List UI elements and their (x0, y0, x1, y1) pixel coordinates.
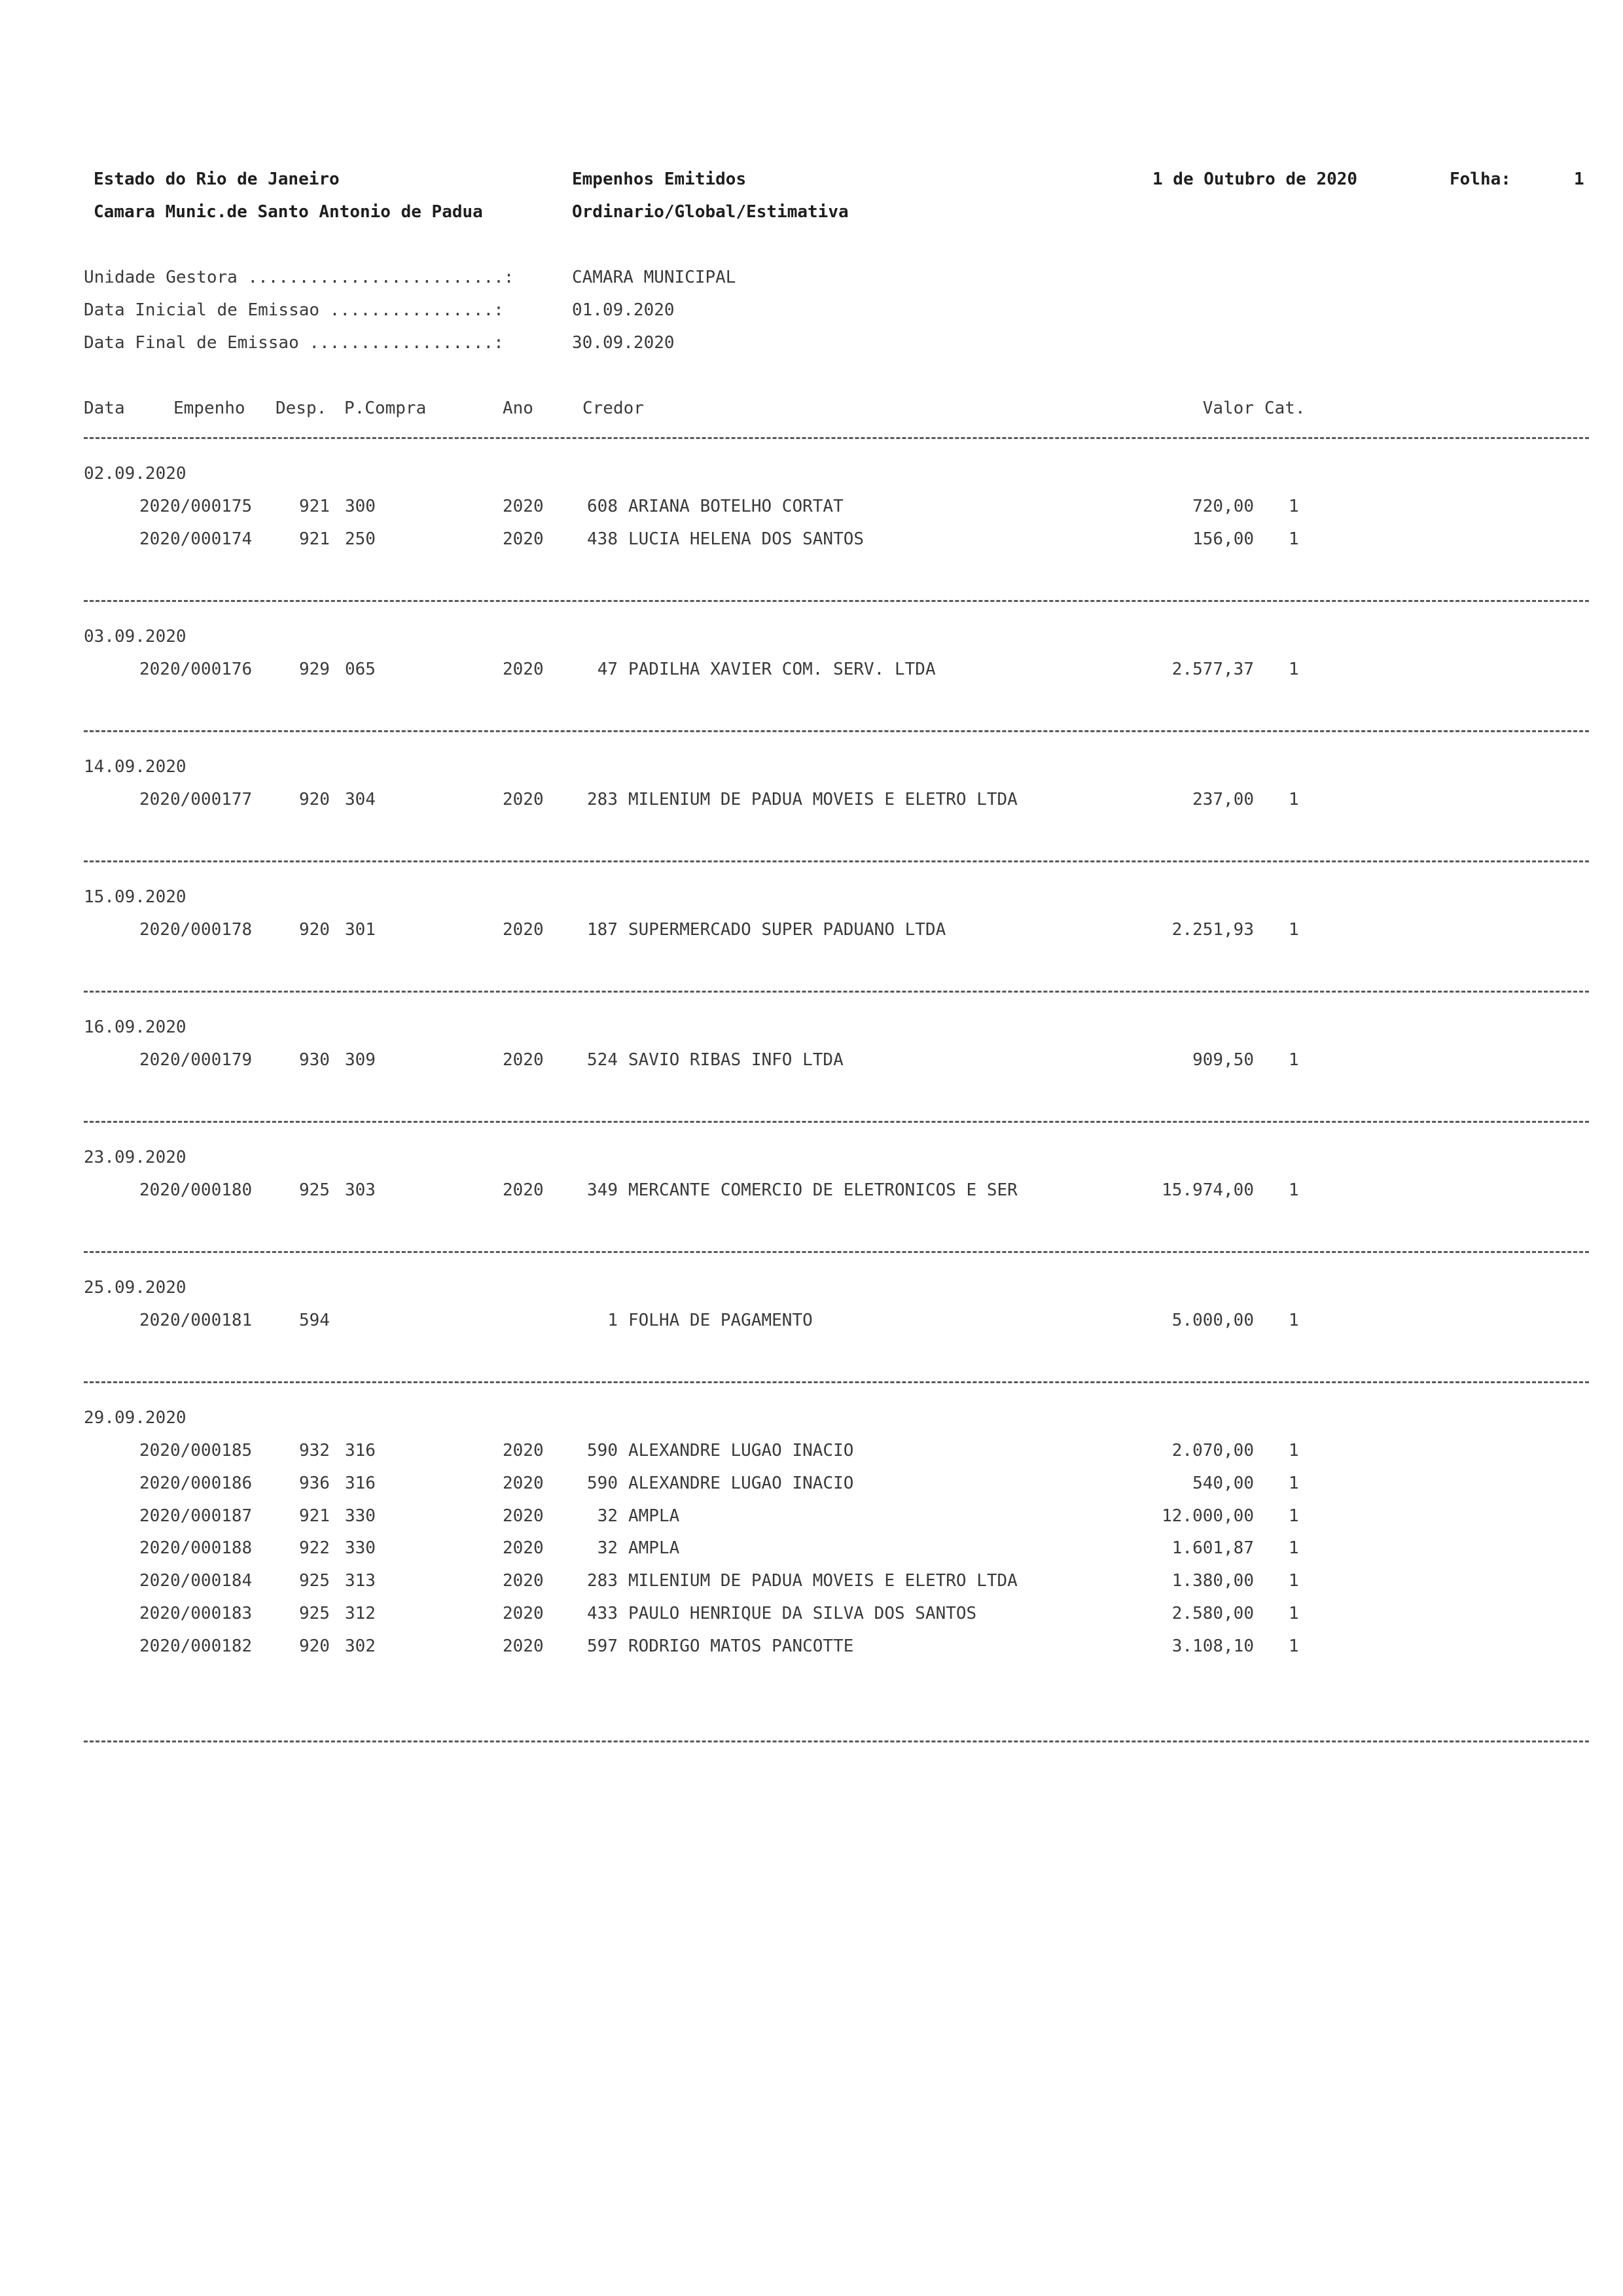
row-valor: 1.601,87 (1171, 1538, 1254, 1558)
row-valor: 2.070,00 (1171, 1441, 1254, 1460)
separator-line (84, 1381, 1589, 1383)
row-desp: 921 (299, 529, 330, 549)
row-cat: 1 (1289, 1441, 1299, 1460)
filter-data-inicial-value: 01.09.2020 (572, 300, 675, 320)
row-pcompra: 065 (345, 660, 376, 679)
group-date: 23.09.2020 (84, 1148, 187, 1167)
row-valor: 237,00 (1192, 790, 1254, 809)
row-valor: 1.380,00 (1171, 1571, 1254, 1591)
row-cod: 590 (587, 1474, 618, 1493)
row-valor: 540,00 (1192, 1474, 1254, 1493)
row-ano: 2020 (503, 790, 544, 809)
row-ano: 2020 (503, 1604, 544, 1623)
row-empenho: 2020/000187 (139, 1506, 253, 1526)
col-data: Data (84, 398, 125, 418)
row-credor: LUCIA HELENA DOS SANTOS (628, 529, 865, 549)
state-name: Estado do Rio de Janeiro (94, 169, 340, 189)
row-cod: 524 (587, 1050, 618, 1070)
separator-line (84, 1740, 1589, 1742)
row-cat: 1 (1289, 1311, 1299, 1330)
report-subtitle: Ordinario/Global/Estimativa (572, 202, 849, 222)
row-cat: 1 (1289, 790, 1299, 809)
col-desp: Desp. (276, 398, 327, 418)
row-cat: 1 (1289, 529, 1299, 549)
row-empenho: 2020/000184 (139, 1571, 253, 1591)
row-pcompra: 312 (345, 1604, 376, 1623)
row-valor: 2.580,00 (1171, 1604, 1254, 1623)
row-pcompra: 316 (345, 1441, 376, 1460)
row-cod: 32 (597, 1538, 618, 1558)
row-credor: MILENIUM DE PADUA MOVEIS E ELETRO LTDA (628, 790, 1018, 809)
row-cat: 1 (1289, 1571, 1299, 1591)
separator-line (84, 991, 1589, 993)
row-desp: 921 (299, 497, 330, 516)
row-cod: 187 (587, 920, 618, 940)
row-desp: 932 (299, 1441, 330, 1460)
row-desp: 594 (299, 1311, 330, 1330)
row-cod: 283 (587, 790, 618, 809)
row-ano: 2020 (503, 1441, 544, 1460)
row-empenho: 2020/000188 (139, 1538, 253, 1558)
row-pcompra: 304 (345, 790, 376, 809)
row-cod: 47 (597, 660, 618, 679)
entity-name: Camara Munic.de Santo Antonio de Padua (94, 202, 483, 222)
row-cat: 1 (1289, 1604, 1299, 1623)
row-ano: 2020 (503, 529, 544, 549)
group-date: 15.09.2020 (84, 887, 187, 907)
row-pcompra: 316 (345, 1474, 376, 1493)
row-cod: 597 (587, 1636, 618, 1656)
group-date: 25.09.2020 (84, 1278, 187, 1298)
report-date: 1 de Outubro de 2020 (1152, 169, 1358, 189)
row-valor: 12.000,00 (1162, 1506, 1254, 1526)
row-cod: 438 (587, 529, 618, 549)
row-desp: 921 (299, 1506, 330, 1526)
separator-line (84, 437, 1589, 439)
row-valor: 15.974,00 (1162, 1180, 1254, 1200)
row-ano: 2020 (503, 1474, 544, 1493)
row-pcompra: 300 (345, 497, 376, 516)
row-empenho: 2020/000185 (139, 1441, 253, 1460)
row-desp: 930 (299, 1050, 330, 1070)
col-credor: Credor (582, 398, 644, 418)
row-valor: 909,50 (1192, 1050, 1254, 1070)
row-valor: 2.577,37 (1171, 660, 1254, 679)
row-pcompra: 309 (345, 1050, 376, 1070)
row-credor: PAULO HENRIQUE DA SILVA DOS SANTOS (628, 1604, 977, 1623)
row-cod: 1 (607, 1311, 618, 1330)
filter-data-final-label: Data Final de Emissao ..................: (84, 333, 504, 353)
row-credor: MILENIUM DE PADUA MOVEIS E ELETRO LTDA (628, 1571, 1018, 1591)
row-ano: 2020 (503, 920, 544, 940)
row-empenho: 2020/000176 (139, 660, 253, 679)
row-cat: 1 (1289, 920, 1299, 940)
row-empenho: 2020/000174 (139, 529, 253, 549)
row-credor: SAVIO RIBAS INFO LTDA (628, 1050, 844, 1070)
row-desp: 925 (299, 1571, 330, 1591)
row-desp: 929 (299, 660, 330, 679)
group-date: 14.09.2020 (84, 757, 187, 777)
row-ano: 2020 (503, 1180, 544, 1200)
row-cod: 32 (597, 1506, 618, 1526)
report-title: Empenhos Emitidos (572, 169, 747, 189)
row-pcompra: 302 (345, 1636, 376, 1656)
row-credor: RODRIGO MATOS PANCOTTE (628, 1636, 854, 1656)
row-valor: 5.000,00 (1171, 1311, 1254, 1330)
col-empenho: Empenho (173, 398, 245, 418)
row-empenho: 2020/000179 (139, 1050, 253, 1070)
row-cat: 1 (1289, 1538, 1299, 1558)
row-desp: 936 (299, 1474, 330, 1493)
group-date: 03.09.2020 (84, 627, 187, 646)
group-date: 29.09.2020 (84, 1408, 187, 1428)
row-cod: 590 (587, 1441, 618, 1460)
row-credor: PADILHA XAVIER COM. SERV. LTDA (628, 660, 936, 679)
row-cat: 1 (1289, 1050, 1299, 1070)
row-cat: 1 (1289, 1180, 1299, 1200)
separator-line (84, 860, 1589, 862)
col-ano: Ano (503, 398, 533, 418)
row-ano: 2020 (503, 1571, 544, 1591)
row-desp: 925 (299, 1180, 330, 1200)
group-date: 02.09.2020 (84, 464, 187, 484)
row-ano: 2020 (503, 660, 544, 679)
sheet-number: 1 (1574, 169, 1584, 189)
row-pcompra: 330 (345, 1538, 376, 1558)
row-pcompra: 313 (345, 1571, 376, 1591)
row-valor: 3.108,10 (1171, 1636, 1254, 1656)
row-valor: 156,00 (1192, 529, 1254, 549)
row-ano: 2020 (503, 1636, 544, 1656)
row-credor: ARIANA BOTELHO CORTAT (628, 497, 844, 516)
row-pcompra: 303 (345, 1180, 376, 1200)
row-ano: 2020 (503, 497, 544, 516)
row-desp: 920 (299, 1636, 330, 1656)
separator-line (84, 730, 1589, 732)
row-desp: 920 (299, 790, 330, 809)
sheet-label: Folha: (1450, 169, 1511, 189)
row-pcompra: 250 (345, 529, 376, 549)
row-ano: 2020 (503, 1050, 544, 1070)
row-credor: FOLHA DE PAGAMENTO (628, 1311, 813, 1330)
filter-unidade-label: Unidade Gestora .........................: (84, 268, 514, 287)
separator-line (84, 600, 1589, 602)
row-valor: 2.251,93 (1171, 920, 1254, 940)
row-cat: 1 (1289, 1506, 1299, 1526)
separator-line (84, 1251, 1589, 1253)
row-ano: 2020 (503, 1538, 544, 1558)
row-pcompra: 301 (345, 920, 376, 940)
filter-data-inicial-label: Data Inicial de Emissao ................: (84, 300, 504, 320)
row-credor: MERCANTE COMERCIO DE ELETRONICOS E SER (628, 1180, 1018, 1200)
row-desp: 922 (299, 1538, 330, 1558)
row-pcompra: 330 (345, 1506, 376, 1526)
col-cat: Cat. (1264, 398, 1306, 418)
group-date: 16.09.2020 (84, 1017, 187, 1037)
row-empenho: 2020/000177 (139, 790, 253, 809)
row-empenho: 2020/000180 (139, 1180, 253, 1200)
row-credor: ALEXANDRE LUGAO INACIO (628, 1474, 854, 1493)
separator-line (84, 1121, 1589, 1123)
row-empenho: 2020/000186 (139, 1474, 253, 1493)
row-valor: 720,00 (1192, 497, 1254, 516)
filter-data-final-value: 30.09.2020 (572, 333, 675, 353)
row-credor: SUPERMERCADO SUPER PADUANO LTDA (628, 920, 946, 940)
col-valor: Valor (1202, 398, 1254, 418)
row-ano: 2020 (503, 1506, 544, 1526)
row-empenho: 2020/000182 (139, 1636, 253, 1656)
col-pcompra: P.Compra (344, 398, 427, 418)
row-empenho: 2020/000175 (139, 497, 253, 516)
row-credor: ALEXANDRE LUGAO INACIO (628, 1441, 854, 1460)
row-desp: 925 (299, 1604, 330, 1623)
row-empenho: 2020/000178 (139, 920, 253, 940)
row-cat: 1 (1289, 1636, 1299, 1656)
row-credor: AMPLA (628, 1506, 680, 1526)
row-credor: AMPLA (628, 1538, 680, 1558)
filter-unidade-value: CAMARA MUNICIPAL (572, 268, 736, 287)
row-empenho: 2020/000183 (139, 1604, 253, 1623)
row-cat: 1 (1289, 1474, 1299, 1493)
row-cod: 608 (587, 497, 618, 516)
row-cod: 433 (587, 1604, 618, 1623)
row-empenho: 2020/000181 (139, 1311, 253, 1330)
row-cod: 283 (587, 1571, 618, 1591)
row-cat: 1 (1289, 497, 1299, 516)
row-desp: 920 (299, 920, 330, 940)
row-cod: 349 (587, 1180, 618, 1200)
row-cat: 1 (1289, 660, 1299, 679)
